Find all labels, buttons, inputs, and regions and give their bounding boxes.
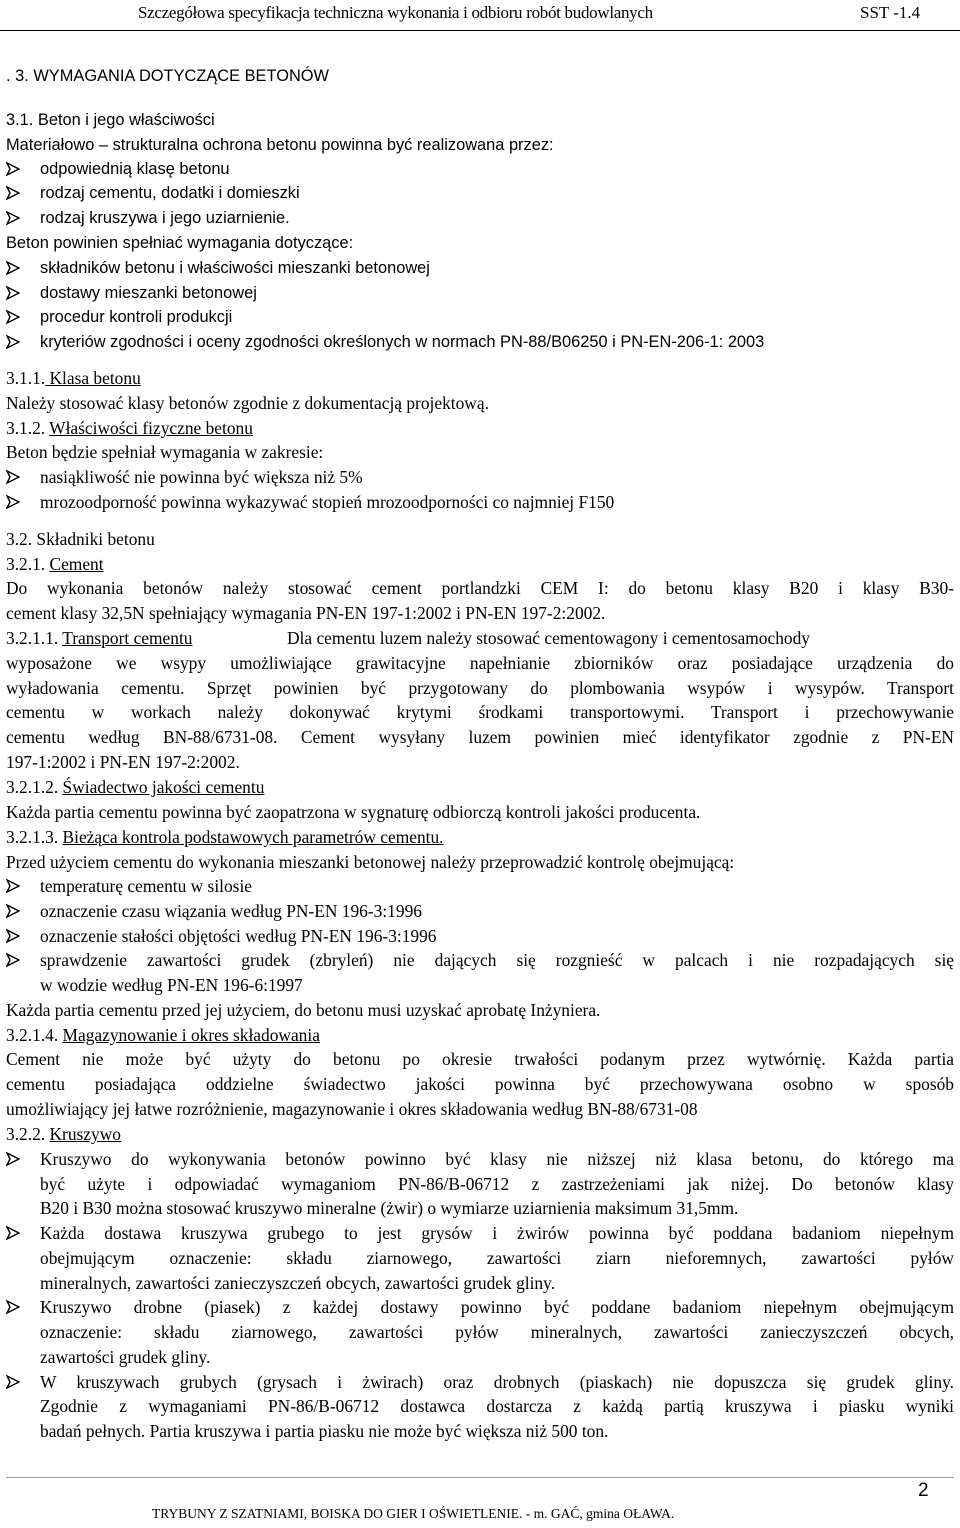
arrow-bullet-icon: [6, 924, 22, 948]
arrow-bullet-icon: [6, 1147, 22, 1171]
heading-title: Transport cementu: [62, 628, 193, 648]
heading-3-2: 3.2. Składniki betonu: [6, 529, 155, 549]
list-item: składników betonu i właściwości mieszanki betonowej: [40, 259, 430, 277]
arrow-bullet-icon: [6, 330, 22, 354]
footer-divider: [6, 1477, 954, 1478]
list-item: sprawdzenie zawartości grudek (zbryleń) nie dających się rozgnieść w palcach i nie rozpadających się: [40, 950, 954, 970]
heading-3-2-1-2: [6, 775, 264, 799]
arrow-bullet-icon: [6, 1295, 22, 1319]
arrow-bullet-icon: [6, 1221, 22, 1245]
paragraph-transport-line: 197-1:2002 i PN-EN 197-2:2002.: [6, 752, 240, 772]
arrow-bullet-icon: [6, 899, 22, 923]
arrow-bullet-icon: [6, 181, 22, 205]
paragraph-physical-intro: Beton będzie spełniał wymagania w zakresie:: [6, 442, 324, 462]
arrow-bullet-icon: [6, 206, 22, 230]
paragraph-storage-line: umożliwiający jej łatwe rozróżnienie, magazynowanie i okres składowania według BN-88/6731-08: [6, 1099, 698, 1119]
heading-title: Magazynowanie i okres składowania: [62, 1025, 320, 1045]
paragraph-concrete-class: Należy stosować klasy betonów zgodnie z dokumentacją projektową.: [6, 393, 489, 413]
heading-3-2-2: [6, 1122, 121, 1146]
heading-number: 3.1.1.: [6, 368, 46, 388]
heading-title: Bieżąca kontrola podstawowych parametrów cementu.: [62, 827, 444, 847]
paragraph-transport-line: cementu według BN-88/6731-08. Cement wysyłany luzem powinien mieć identyfikator zgodnie z PN-EN: [6, 727, 954, 747]
aggregate-bullet-line: badań pełnych. Partia kruszywa i partia piasku nie może być większa niż 500 ton.: [40, 1421, 609, 1441]
paragraph-cement-line: cement klasy 32,5N spełniający wymagania PN-EN 197-1:2002 i PN-EN 197-2:2002.: [6, 603, 606, 623]
arrow-bullet-icon: [6, 256, 22, 280]
heading-title: Świadectwo jakości cementu: [62, 777, 265, 797]
heading-title: Właściwości fizyczne betonu: [49, 418, 253, 438]
heading-3-2-1-1: [6, 626, 954, 650]
arrow-bullet-icon: [6, 305, 22, 329]
list-item: dostawy mieszanki betonowej: [40, 284, 257, 302]
list-item: procedur kontroli produkcji: [40, 308, 233, 326]
heading-number: 3.1.2.: [6, 418, 50, 438]
heading-title: Klasa betonu: [45, 368, 141, 388]
paragraph-certificate: Każda partia cementu powinna być zaopatrzona w sygnaturę odbiorczą kontroli jakości producenta.: [6, 802, 701, 822]
paragraph-requirements-intro: Beton powinien spełniać wymagania dotyczące:: [6, 234, 354, 252]
paragraph-storage-line: Cement nie może być użyty do betonu po okresie trwałości podanym przez wytwórnię. Każda partia: [6, 1049, 954, 1069]
heading-3-2-1-4: [6, 1023, 320, 1047]
heading-3-1-1: [6, 366, 141, 390]
list-item: oznaczenie stałości objętości według PN-EN 196-3:1996: [40, 926, 437, 946]
aggregate-bullet-line: zawartości grudek gliny.: [40, 1347, 211, 1367]
heading-number: 3.2.1.1.: [6, 628, 63, 648]
header-code: SST -1.4: [860, 3, 921, 22]
aggregate-bullet-line: Zgodnie z wymaganiami PN-86/B-06712 dostawca dostarcza z każdą partią kruszywa i piasku wyniki: [40, 1396, 954, 1416]
list-item: rodzaj cementu, dodatki i domieszki: [40, 184, 300, 202]
page-number: 2: [918, 1480, 929, 1501]
header-title: Szczegółowa specyfikacja techniczna wykonania i odbioru robót budowlanych: [138, 3, 653, 22]
aggregate-bullet-line: B20 i B30 można stosować kruszywo mineralne (żwir) o wymiarze uziarnienia maksimum 31,5mm.: [40, 1198, 739, 1218]
paragraph-cement-line: Do wykonania betonów należy stosować cement portlandzki CEM I: do betonu klasy B20 i klasy B30-: [6, 578, 954, 598]
heading-number: 3.2.1.3.: [6, 827, 63, 847]
aggregate-bullet-line: być użyte i odpowiadać wymaganiom PN-86/B-06712 z zastrzeżeniami jak niżej. Do betonów klasy: [40, 1174, 954, 1194]
paragraph-storage-line: cementu posiadająca oddzielne świadectwo jakości powinna być przechowywana osobno w sposób: [6, 1074, 954, 1094]
paragraph-transport-line: wyładowania cementu. Sprzęt powinien być przygotowany do plombowania wsypów i wysypów. Transport: [6, 678, 954, 698]
aggregate-bullet-line: oznaczenie: składu ziarnowego, zawartości pyłów mineralnych, zawartości zanieczyszczeń obcych,: [40, 1322, 954, 1342]
heading-3-2-1: [6, 552, 104, 576]
heading-3-1-2: [6, 416, 253, 440]
heading-3-1: 3.1. Beton i jego właściwości: [6, 111, 215, 129]
list-item: mrozoodporność powinna wykazywać stopień mrozoodporności co najmniej F150: [40, 492, 615, 512]
heading-title: Kruszywo: [49, 1124, 121, 1144]
paragraph-transport-line: cementu w workach należy dokonywać krytymi środkami transportowymi. Transport i przechowywanie: [6, 702, 954, 722]
section-title: . 3. WYMAGANIA DOTYCZĄCE BETONÓW: [6, 67, 329, 85]
list-item: oznaczenie czasu wiązania według PN-EN 196-3:1996: [40, 901, 422, 921]
page-header: [0, 0, 960, 31]
list-item: odpowiednią klasę betonu: [40, 160, 230, 178]
heading-number: 3.2.2.: [6, 1124, 50, 1144]
paragraph-approval: Każda partia cementu przed jej użyciem, do betonu musi uzyskać aprobatę Inżyniera.: [6, 1000, 601, 1020]
aggregate-bullet-line: Każda dostawa kruszywa grubego to jest grysów i żwirów powinna być poddana badaniom niepełnym: [40, 1223, 954, 1243]
aggregate-bullet-line: W kruszywach grubych (grysach i żwirach) oraz drobnych (piaskach) nie dopuszcza się grudek gliny.: [40, 1372, 954, 1392]
paragraph-transport-lead: Dla cementu luzem należy stosować cementowagony i cementosamochody: [287, 628, 810, 648]
arrow-bullet-icon: [6, 1370, 22, 1394]
heading-number: 3.2.1.2.: [6, 777, 63, 797]
list-item: nasiąkliwość nie powinna być większa niż 5%: [40, 467, 363, 487]
paragraph-transport-line: wyposażone we wsypy umożliwiające grawitacyjne napełnianie zbiorników oraz posiadające urządzenia do: [6, 653, 954, 673]
aggregate-bullet-line: Kruszywo drobne (piasek) z każdej dostawy powinno być poddane badaniom niepełnym obejmującym: [40, 1297, 954, 1317]
aggregate-bullet-line: mineralnych, zawartości zanieczyszczeń obcych, zawartości grudek gliny.: [40, 1273, 556, 1293]
paragraph-protection-intro: Materiałowo – strukturalna ochrona betonu powinna być realizowana przez:: [6, 136, 554, 154]
arrow-bullet-icon: [6, 948, 22, 972]
aggregate-bullet-line: obejmującym oznaczenie: składu ziarnowego, zawartości ziarn nieforemnych, zawartości pyłów: [40, 1248, 954, 1268]
arrow-bullet-icon: [6, 874, 22, 898]
list-item-continuation: w wodzie według PN-EN 196-6:1997: [40, 975, 303, 995]
arrow-bullet-icon: [6, 281, 22, 305]
heading-number: 3.2.1.: [6, 554, 50, 574]
arrow-bullet-icon: [6, 157, 22, 181]
footer-project-name: TRYBUNY Z SZATNIAMI, BOISKA DO GIER I OŚWIETLENIE. - m. GAĆ, gmina OŁAWA.: [152, 1506, 675, 1521]
arrow-bullet-icon: [6, 490, 22, 514]
heading-title: Cement: [49, 554, 104, 574]
paragraph-control-intro: Przed użyciem cementu do wykonania mieszanki betonowej należy przeprowadzić kontrolę obejmującą:: [6, 852, 735, 872]
list-item: temperaturę cementu w silosie: [40, 876, 252, 896]
list-item: rodzaj kruszywa i jego uziarnienie.: [40, 209, 290, 227]
list-item: kryteriów zgodności i oceny zgodności określonych w normach PN-88/B06250 i PN-EN-206-1: 2003: [40, 333, 765, 351]
heading-3-2-1-3: [6, 825, 444, 849]
arrow-bullet-icon: [6, 465, 22, 489]
aggregate-bullet-line: Kruszywo do wykonywania betonów powinno być klasy nie niższej niż klasa betonu, do którego ma: [40, 1149, 954, 1169]
heading-number: 3.2.1.4.: [6, 1025, 63, 1045]
